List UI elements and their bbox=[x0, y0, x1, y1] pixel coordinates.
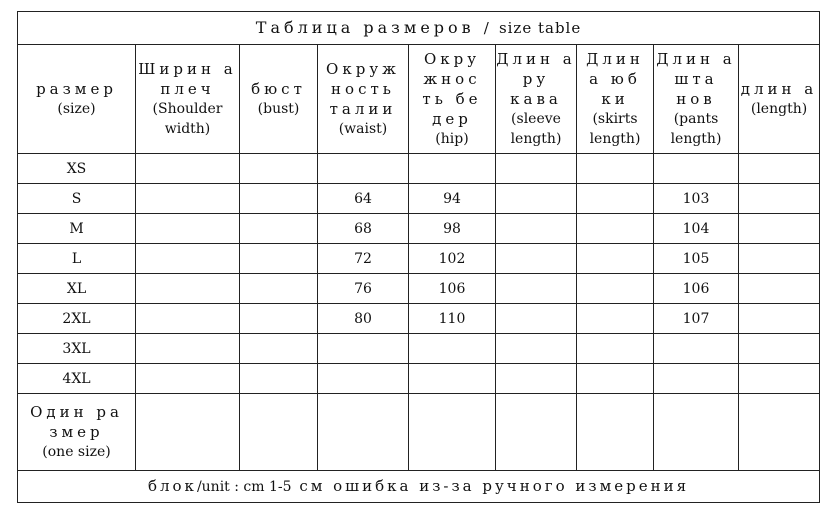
table-body bbox=[18, 154, 820, 394]
cell-pants bbox=[654, 364, 739, 394]
cell-waist: 76 bbox=[318, 274, 409, 304]
cell-pants: 106 bbox=[654, 274, 739, 304]
header-bust-ru: бюст bbox=[251, 80, 306, 98]
cell-shoulder bbox=[136, 214, 240, 244]
header-hip bbox=[409, 45, 496, 154]
cell-empty bbox=[318, 394, 409, 471]
one-size-en: (one size) bbox=[42, 444, 111, 460]
header-skirt-ru: Длин а юб ки bbox=[586, 50, 644, 108]
cell-hip bbox=[409, 154, 496, 184]
cell-sleeve bbox=[496, 304, 577, 334]
table-row bbox=[18, 334, 820, 364]
header-waist bbox=[318, 45, 409, 154]
cell-hip: 110 bbox=[409, 304, 496, 334]
footer-row bbox=[18, 471, 820, 503]
cell-waist: 72 bbox=[318, 244, 409, 274]
header-shoulder-ru: Ширин а плеч bbox=[138, 60, 237, 98]
table-title bbox=[18, 12, 820, 45]
cell-length bbox=[739, 364, 820, 394]
cell-sleeve bbox=[496, 334, 577, 364]
size-table-container bbox=[17, 11, 820, 503]
footer-ru-prefix: блок bbox=[147, 477, 197, 495]
header-shoulder bbox=[136, 45, 240, 154]
header-pants-en: (pants length) bbox=[670, 111, 722, 147]
header-sleeve bbox=[496, 45, 577, 154]
cell-sleeve bbox=[496, 214, 577, 244]
cell-shoulder bbox=[136, 154, 240, 184]
size-label: XL bbox=[18, 274, 136, 304]
cell-pants: 103 bbox=[654, 184, 739, 214]
header-hip-en: (hip) bbox=[435, 131, 469, 147]
header-sleeve-ru: Длин а ру кава bbox=[496, 50, 576, 108]
cell-skirt bbox=[577, 184, 654, 214]
header-length-en: (length) bbox=[750, 101, 808, 117]
footer-unit: /unit : cm 1-5 bbox=[196, 479, 292, 495]
title-row bbox=[18, 12, 820, 45]
cell-empty bbox=[136, 394, 240, 471]
title-ru: Таблица размеров bbox=[255, 17, 475, 37]
one-size-label bbox=[18, 394, 136, 471]
cell-hip bbox=[409, 364, 496, 394]
cell-sleeve bbox=[496, 274, 577, 304]
one-size-ru: Один ра змер bbox=[30, 403, 123, 441]
cell-hip: 106 bbox=[409, 274, 496, 304]
one-size-row bbox=[18, 394, 820, 471]
header-waist-ru: Окруж ность талии bbox=[326, 60, 400, 118]
cell-length bbox=[739, 304, 820, 334]
cell-bust bbox=[240, 364, 318, 394]
cell-skirt bbox=[577, 304, 654, 334]
header-bust-en: (bust) bbox=[257, 101, 300, 117]
cell-skirt bbox=[577, 244, 654, 274]
cell-waist: 64 bbox=[318, 184, 409, 214]
cell-bust bbox=[240, 274, 318, 304]
size-label: L bbox=[18, 244, 136, 274]
size-label: 3XL bbox=[18, 334, 136, 364]
cell-pants: 105 bbox=[654, 244, 739, 274]
cell-waist: 68 bbox=[318, 214, 409, 244]
header-hip-ru: Окру жнос ть бе дер bbox=[422, 50, 482, 128]
title-separator: / bbox=[483, 18, 490, 37]
cell-skirt bbox=[577, 334, 654, 364]
cell-length bbox=[739, 154, 820, 184]
cell-waist bbox=[318, 154, 409, 184]
header-size-en: (size) bbox=[57, 101, 96, 117]
cell-empty bbox=[739, 394, 820, 471]
size-label: S bbox=[18, 184, 136, 214]
cell-length bbox=[739, 274, 820, 304]
footer-note bbox=[18, 471, 820, 503]
cell-pants bbox=[654, 154, 739, 184]
header-bust bbox=[240, 45, 318, 154]
cell-pants: 107 bbox=[654, 304, 739, 334]
cell-shoulder bbox=[136, 304, 240, 334]
header-length-ru: длин а bbox=[740, 80, 818, 98]
footer-ru-suffix: см ошибка из-за ручного измерения bbox=[299, 477, 690, 495]
cell-empty bbox=[240, 394, 318, 471]
cell-bust bbox=[240, 334, 318, 364]
cell-bust bbox=[240, 244, 318, 274]
cell-bust bbox=[240, 154, 318, 184]
title-en: size table bbox=[498, 18, 582, 37]
cell-hip: 98 bbox=[409, 214, 496, 244]
cell-pants bbox=[654, 334, 739, 364]
header-sleeve-en: (sleeve length) bbox=[510, 111, 562, 147]
cell-sleeve bbox=[496, 244, 577, 274]
cell-length bbox=[739, 214, 820, 244]
header-shoulder-en: (Shoulder width) bbox=[152, 101, 223, 137]
cell-length bbox=[739, 334, 820, 364]
header-waist-en: (waist) bbox=[338, 121, 388, 137]
header-skirt-en: (skirts length) bbox=[589, 111, 641, 147]
table-row bbox=[18, 214, 820, 244]
cell-bust bbox=[240, 214, 318, 244]
cell-hip: 94 bbox=[409, 184, 496, 214]
header-pants bbox=[654, 45, 739, 154]
cell-hip bbox=[409, 334, 496, 364]
cell-sleeve bbox=[496, 184, 577, 214]
table-row bbox=[18, 274, 820, 304]
size-label: 2XL bbox=[18, 304, 136, 334]
cell-empty bbox=[654, 394, 739, 471]
cell-skirt bbox=[577, 154, 654, 184]
table-row bbox=[18, 184, 820, 214]
header-row bbox=[18, 45, 820, 154]
table-row bbox=[18, 364, 820, 394]
cell-skirt bbox=[577, 214, 654, 244]
cell-shoulder bbox=[136, 184, 240, 214]
size-label: M bbox=[18, 214, 136, 244]
size-label: XS bbox=[18, 154, 136, 184]
cell-pants: 104 bbox=[654, 214, 739, 244]
table-row bbox=[18, 244, 820, 274]
cell-waist: 80 bbox=[318, 304, 409, 334]
cell-shoulder bbox=[136, 334, 240, 364]
cell-waist bbox=[318, 364, 409, 394]
cell-hip: 102 bbox=[409, 244, 496, 274]
cell-shoulder bbox=[136, 364, 240, 394]
header-length bbox=[739, 45, 820, 154]
header-skirt bbox=[577, 45, 654, 154]
cell-shoulder bbox=[136, 274, 240, 304]
cell-sleeve bbox=[496, 364, 577, 394]
cell-skirt bbox=[577, 364, 654, 394]
size-label: 4XL bbox=[18, 364, 136, 394]
header-size bbox=[18, 45, 136, 154]
cell-empty bbox=[496, 394, 577, 471]
table-row bbox=[18, 304, 820, 334]
cell-length bbox=[739, 184, 820, 214]
size-table bbox=[17, 11, 820, 503]
cell-sleeve bbox=[496, 154, 577, 184]
cell-length bbox=[739, 244, 820, 274]
cell-empty bbox=[409, 394, 496, 471]
cell-skirt bbox=[577, 274, 654, 304]
header-size-ru: размер bbox=[36, 80, 117, 98]
cell-empty bbox=[577, 394, 654, 471]
cell-waist bbox=[318, 334, 409, 364]
cell-bust bbox=[240, 184, 318, 214]
table-row bbox=[18, 154, 820, 184]
header-pants-ru: Длин а шта нов bbox=[656, 50, 736, 108]
cell-bust bbox=[240, 304, 318, 334]
cell-shoulder bbox=[136, 244, 240, 274]
